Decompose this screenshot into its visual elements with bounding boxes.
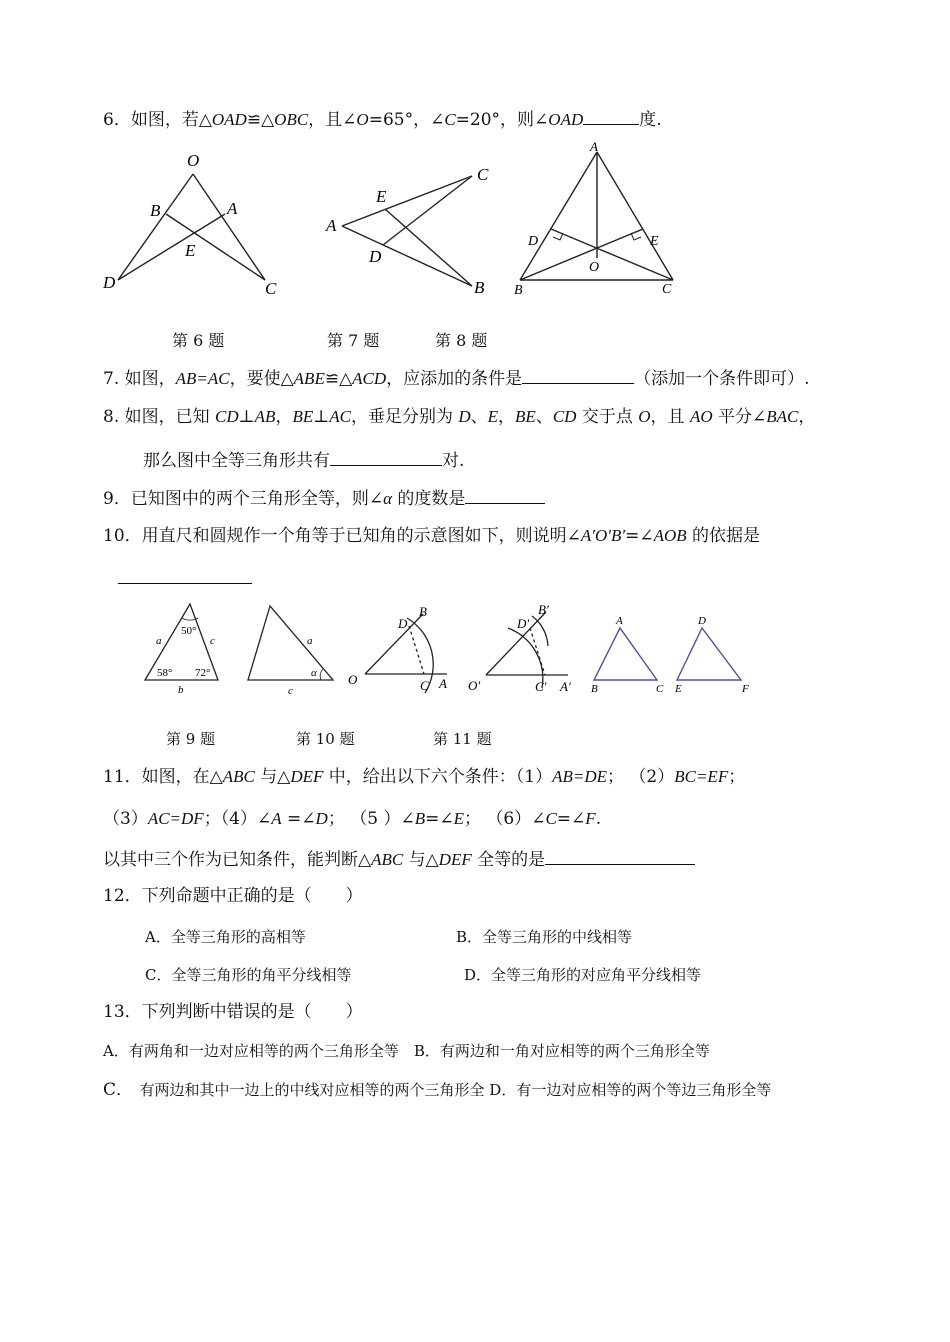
answer-blank-7[interactable] xyxy=(522,366,634,384)
dashed-dc-prime xyxy=(530,628,545,675)
side-c-label: c xyxy=(288,685,293,697)
segment-eb xyxy=(520,229,643,280)
caption-fig-9: 第 9 题 xyxy=(166,730,216,748)
triangle-10 xyxy=(248,606,333,680)
side-c-label: c xyxy=(210,635,215,647)
question-7: 7. 如图，AB=AC，要使△ABE≌△ACD，应添加的条件是 （添加一个条件即可）. xyxy=(103,366,810,390)
segment-ac xyxy=(342,176,472,226)
q12-option-a[interactable]: A．全等三角形的高相等 xyxy=(145,928,306,946)
label-f: F xyxy=(742,683,749,695)
caption-fig-6: 第 6 题 xyxy=(172,331,225,350)
angle-bl-label: 58° xyxy=(157,667,173,679)
label-c: C xyxy=(265,279,277,298)
label-e: E xyxy=(675,683,682,695)
label-a: A xyxy=(439,676,447,691)
q13-options-a-b[interactable]: A．有两角和一边对应相等的两个三角形全等 B．有两边和一角对应相等的两个三角形全等 xyxy=(103,1042,710,1060)
label-b: B xyxy=(591,683,598,695)
question-8: 8. 如图，已知 CD⊥AB，BE⊥AC，垂足分别为 D、E，BE、CD 交于点 O，且 AO 平分∠BAC， xyxy=(103,407,816,427)
dashed-dc xyxy=(409,626,424,674)
arc-alpha xyxy=(320,669,323,680)
answer-blank-8[interactable] xyxy=(330,448,442,466)
caption-fig-7: 第 7 题 xyxy=(327,331,380,350)
label-d: D xyxy=(369,247,382,266)
q12-option-d[interactable]: D．全等三角形的对应角平分线相等 xyxy=(464,966,702,984)
answer-blank-10[interactable] xyxy=(118,566,252,584)
figure-11-original-angle xyxy=(345,600,460,698)
segment-ab xyxy=(520,152,600,280)
q12-option-c[interactable]: C．全等三角形的角平分线相等 xyxy=(145,966,352,984)
label-e: E xyxy=(650,234,659,249)
ray-ob-prime xyxy=(486,612,546,675)
label-c-prime: C′ xyxy=(535,679,547,694)
question-10: 10．用直尺和圆规作一个角等于已知角的示意图如下，则说明∠A′O′B′=∠AOB 的依据是 xyxy=(103,526,761,546)
segment-ab xyxy=(342,226,472,286)
figure-10 xyxy=(240,600,340,698)
answer-blank-11[interactable] xyxy=(545,847,695,865)
label-a-prime: A′ xyxy=(560,679,571,694)
segment-eb xyxy=(385,209,472,286)
label-b: B xyxy=(150,201,161,220)
label-d-prime: D′ xyxy=(517,616,530,631)
figure-7 xyxy=(322,158,497,300)
angle-br-label: 72° xyxy=(195,667,211,679)
label-o-prime: O′ xyxy=(468,678,481,693)
answer-blank-6[interactable] xyxy=(583,107,639,125)
label-d: D xyxy=(528,234,539,249)
segment-ad xyxy=(118,214,225,280)
figure-9 xyxy=(138,596,228,698)
caption-fig-11: 第 11 题 xyxy=(433,730,492,748)
label-b: B xyxy=(419,604,427,619)
alpha-label: α xyxy=(311,667,317,679)
label-o: O xyxy=(348,672,358,687)
label-e: E xyxy=(376,187,387,206)
figure-6 xyxy=(100,148,290,300)
label-a: A xyxy=(590,140,598,154)
label-c: C xyxy=(477,165,489,184)
label-d: D xyxy=(698,615,706,627)
label-d: D xyxy=(103,273,116,292)
segment-bc xyxy=(166,214,265,280)
label-o: O xyxy=(589,260,600,275)
answer-blank-9[interactable] xyxy=(465,486,545,504)
segment-ac xyxy=(597,152,673,280)
question-13-stem: 13．下列判断中错误的是（ ） xyxy=(103,1002,363,1022)
label-a: A xyxy=(326,216,337,235)
label-c: C xyxy=(420,678,429,693)
segment-dc xyxy=(383,176,472,245)
question-11-line-2: （3）AC=DF；（4）∠A =∠D； （5 ）∠B=∠E； （6）∠C=∠F. xyxy=(103,809,602,829)
label-e: E xyxy=(185,241,196,260)
question-11: 11．如图，在△ABC 与△DEF 中，给出以下六个条件：（1）AB=DE； （2）BC=EF； xyxy=(103,767,746,787)
question-11-line-3: 以其中三个作为已知条件，能判断△ABC 与△DEF 全等的是 xyxy=(103,847,695,871)
segment-od xyxy=(118,174,193,280)
figure-11-triangles xyxy=(586,612,756,696)
label-a: A xyxy=(227,199,238,218)
figure-8 xyxy=(510,140,685,300)
label-c: C xyxy=(656,683,664,695)
label-d: D xyxy=(398,616,408,631)
side-b-label: b xyxy=(178,684,184,696)
label-b: B xyxy=(514,283,523,298)
question-9: 9．已知图中的两个三角形全等，则∠α 的度数是 xyxy=(103,486,545,510)
label-b-prime: B′ xyxy=(538,602,549,617)
triangle-abc xyxy=(594,628,657,680)
side-a-label: a xyxy=(156,635,162,647)
label-c: C xyxy=(662,282,672,297)
q12-option-b[interactable]: B．全等三角形的中线相等 xyxy=(456,928,633,946)
question-6: 6．如图，若△OAD≌△OBC，且∠O=65°，∠C=20°，则∠OAD 度. xyxy=(103,107,662,131)
angle-top-label: 50° xyxy=(181,625,197,637)
question-8-line-2: 那么图中全等三角形共有 对. xyxy=(143,448,464,472)
figure-11-copied-angle xyxy=(466,600,581,698)
question-12-stem: 12．下列命题中正确的是（ ） xyxy=(103,886,363,906)
caption-fig-8: 第 8 题 xyxy=(435,331,488,350)
side-a-label: a xyxy=(307,635,313,647)
label-o: O xyxy=(187,151,200,170)
label-a: A xyxy=(616,615,623,627)
label-b: B xyxy=(474,278,485,297)
q13-options-c-d[interactable]: C． 有两边和其中一边上的中线对应相等的两个三角形全 D．有一边对应相等的两个等边三角形全等 xyxy=(103,1080,772,1100)
caption-fig-10: 第 10 题 xyxy=(296,730,355,748)
triangle-def xyxy=(677,628,741,680)
